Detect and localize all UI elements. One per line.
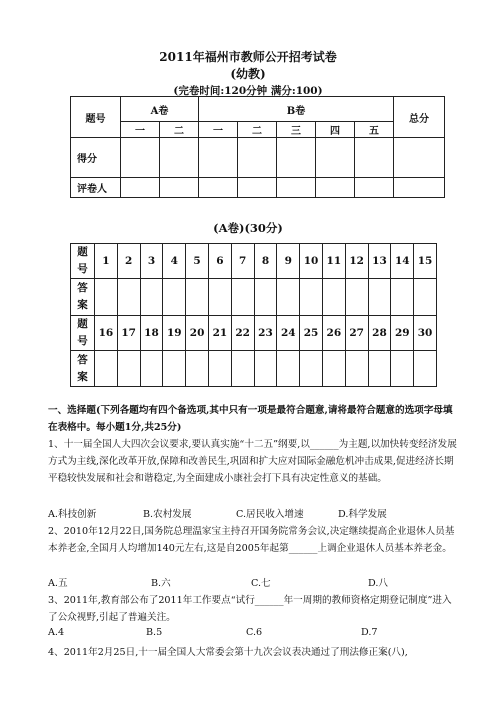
score-row-label: 得分 [71,138,121,178]
answer-blank-cell [300,279,323,316]
score-subcol: 一 [199,122,238,138]
score-cell [394,138,445,178]
answer-question-number: 22 [231,316,254,351]
answer-question-number: 7 [231,244,254,279]
score-cell [355,138,394,178]
answer-blank-cell [414,279,437,316]
question-2-text: 2、2010年12月22日,国务院总理温家宝主持召开国务院常务会议,决定继续提高企业退休人员基本养老金,全国月人均增加140元左右,这是自2005年起第______上调企业退休人员基本养老金。 [48,526,455,554]
answer-question-number: 9 [277,244,300,279]
score-header-question-no: 题号 [71,97,121,138]
section-one-heading: 一、选择题(下列各题均有四个备选项,其中只有一项是最符合题意,请将最符合题意的选项字母填在表格中。每小题1分,共25分) [48,405,453,433]
question-option: A.五 [48,578,68,589]
answer-blank-cell [254,351,277,387]
score-cell [355,178,394,198]
answer-blank-cell [140,351,163,387]
score-row-label: 评卷人 [71,178,121,198]
score-cell [121,138,160,178]
score-cell [316,178,355,198]
answer-question-number: 28 [368,316,391,351]
score-cell [238,178,277,198]
score-header-total: 总分 [394,97,445,138]
question-option: A.4 [48,627,65,638]
answer-blank-cell [117,351,140,387]
score-cell [121,178,160,198]
score-cell [160,138,199,178]
answer-question-number: 8 [254,244,277,279]
answer-blank-cell [95,351,118,387]
question-3-options [48,627,458,643]
score-cell [277,178,316,198]
question-option: D.八 [368,578,388,589]
score-subcol: 四 [316,122,355,138]
score-cell [394,178,445,198]
answer-question-number: 14 [391,244,414,279]
score-table [70,96,445,198]
answer-blank-cell [140,279,163,316]
answer-question-number: 5 [186,244,209,279]
score-header-paper-a: A卷 [121,97,199,122]
answer-question-number: 20 [186,316,209,351]
score-subcol: 五 [355,122,394,138]
question-option: B.六 [151,578,171,589]
answer-blank-cell [368,279,391,316]
question-option: C.6 [246,627,263,638]
answer-question-number: 6 [208,244,231,279]
answer-blank-cell [345,279,368,316]
answer-blank-cell [391,351,414,387]
question-option: B.5 [146,627,163,638]
exam-title: 2011年福州市教师公开招考试卷 [159,50,337,64]
question-option: D.7 [361,627,378,638]
question-option: C.七 [251,578,271,589]
question-option: D.科学发展 [338,509,387,520]
answer-blank-cell [95,279,118,316]
answer-question-number: 29 [391,316,414,351]
answer-question-number: 17 [117,316,140,351]
question-3-text: 3、2011年,教育部公布了2011年工作要点“试行______年一周期的教师资格定期登记制度”进入了公众视野,引起了普遍关注。 [48,595,452,623]
answer-blank-cell [277,279,300,316]
answer-blank-cell [208,279,231,316]
answer-number-label: 题号 [71,316,95,351]
question-1-text: 1、十一届全国人大四次会议要求,要认真实施“十二五”纲要,以______为主题,以加快转变经济发展方式为主线,深化改革开放,保障和改善民生,巩固和扩大应对国际金融危机冲击成果,促进经济长期平稳较快发展和社会和谐稳定,为全面建成小康社会打下具有决定性意义的基础。 [48,439,457,484]
score-subcol: 二 [160,122,199,138]
answer-blank-cell [186,351,209,387]
answer-question-number: 1 [95,244,118,279]
answer-question-number: 23 [254,316,277,351]
answer-blank-cell [231,279,254,316]
answer-question-number: 13 [368,244,391,279]
answer-question-number: 21 [208,316,231,351]
score-subcol: 一 [121,122,160,138]
question-option: B.农村发展 [143,509,192,520]
answer-blank-cell [231,351,254,387]
answer-question-number: 11 [322,244,345,279]
answer-blank-cell [277,351,300,387]
score-cell [199,138,238,178]
answer-blank-cell [186,279,209,316]
answer-question-number: 25 [300,316,323,351]
answer-blank-cell [117,279,140,316]
question-option: A.科技创新 [48,509,97,520]
answer-blank-cell [163,351,186,387]
answer-question-number: 2 [117,244,140,279]
question-4-text: 4、2011年2月25日,十一届全国人大常委会第十九次会议表决通过了刑法修正案(八), [48,647,408,658]
answer-answer-label: 答案 [71,351,95,387]
score-cell [199,178,238,198]
answer-question-number: 10 [300,244,323,279]
answer-blank-cell [322,279,345,316]
answer-question-number: 24 [277,316,300,351]
exam-time-info: (完卷时间:120分钟 满分:100) [173,85,323,97]
exam-subtitle: (幼教) [230,67,266,81]
score-cell [316,138,355,178]
answer-blank-cell [163,279,186,316]
answer-blank-cell [322,351,345,387]
question-option: C.居民收入增速 [236,509,304,520]
answer-blank-cell [254,279,277,316]
section-a-title: (A卷)(30分) [213,221,283,235]
answer-question-number: 4 [163,244,186,279]
answer-question-number: 26 [322,316,345,351]
answer-blank-cell [208,351,231,387]
answer-blank-cell [368,351,391,387]
answer-blank-cell [345,351,368,387]
answer-answer-label: 答案 [71,279,95,316]
score-header-paper-b: B卷 [199,97,394,122]
score-subcol: 三 [277,122,316,138]
answer-blank-cell [414,351,437,387]
answer-question-number: 19 [163,316,186,351]
answer-table [70,243,437,387]
answer-question-number: 12 [345,244,368,279]
score-cell [160,178,199,198]
score-cell [238,138,277,178]
question-1-options [48,506,458,522]
answer-number-label: 题号 [71,244,95,279]
answer-question-number: 18 [140,316,163,351]
question-2-options [48,575,458,591]
answer-question-number: 16 [95,316,118,351]
answer-question-number: 27 [345,316,368,351]
answer-question-number: 15 [414,244,437,279]
answer-question-number: 3 [140,244,163,279]
answer-blank-cell [300,351,323,387]
score-subcol: 二 [238,122,277,138]
score-cell [277,138,316,178]
answer-blank-cell [391,279,414,316]
answer-question-number: 30 [414,316,437,351]
